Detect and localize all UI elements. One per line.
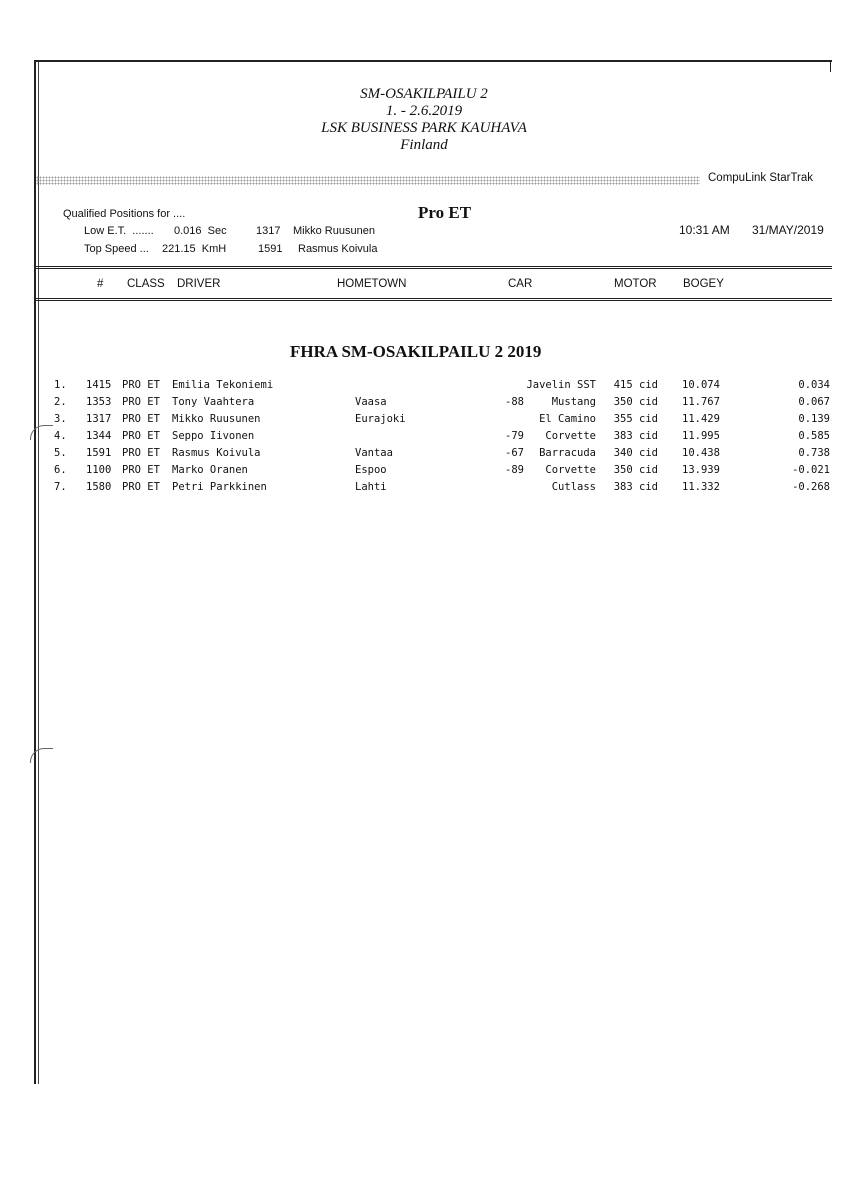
cell-diff: 0.738	[798, 447, 830, 459]
col-bogey: BOGEY	[683, 278, 724, 290]
table-row	[0, 430, 848, 447]
cell-diff: 0.139	[798, 413, 830, 425]
cell-year: -88	[505, 396, 524, 408]
header-rule-top-2	[34, 268, 832, 269]
table-row	[0, 481, 848, 498]
table-row	[0, 396, 848, 413]
cell-driver: Marko Oranen	[172, 464, 248, 476]
cell-motor: 383 cid	[613, 481, 658, 493]
cell-bogey: 11.429	[682, 413, 720, 425]
cell-bogey: 10.438	[682, 447, 720, 459]
cell-num: 1344	[86, 430, 112, 442]
report-time: 10:31 AM	[679, 223, 730, 237]
cell-cls: PRO ET	[122, 396, 160, 408]
cell-driver: Rasmus Koivula	[172, 447, 261, 459]
cell-driver: Seppo Iivonen	[172, 430, 255, 442]
low-et-value: 0.016 Sec	[174, 225, 227, 237]
cell-num: 1580	[86, 481, 112, 493]
top-speed-driver: Rasmus Koivula	[298, 243, 378, 255]
results-title: FHRA SM-OSAKILPAILU 2 2019	[290, 342, 542, 361]
top-speed-label: Top Speed ...	[84, 243, 149, 255]
col-num: #	[97, 278, 104, 290]
cell-pos: 2.	[54, 396, 67, 408]
low-et-num: 1317	[256, 225, 281, 237]
cell-motor: 350 cid	[613, 396, 658, 408]
low-et-driver: Mikko Ruusunen	[293, 225, 375, 237]
cell-bogey: 11.332	[682, 481, 720, 493]
frame-right-tick	[830, 60, 831, 72]
cell-year: -89	[505, 464, 524, 476]
table-row	[0, 413, 848, 430]
event-dates: 1. - 2.6.2019	[385, 103, 463, 119]
col-driver: DRIVER	[177, 278, 221, 290]
cell-hometown: Lahti	[355, 481, 387, 493]
event-country: Finland	[400, 137, 448, 153]
cell-driver: Tony Vaahtera	[172, 396, 255, 408]
cell-bogey: 11.767	[682, 396, 720, 408]
cell-year: -79	[505, 430, 524, 442]
cell-car: Mustang	[551, 396, 596, 408]
cell-motor: 415 cid	[613, 379, 658, 391]
frame-left-line	[34, 62, 36, 1084]
cell-diff: 0.585	[798, 430, 830, 442]
cell-num: 1100	[86, 464, 112, 476]
low-et-label: Low E.T. .......	[84, 225, 154, 237]
top-speed-num: 1591	[258, 243, 283, 255]
cell-diff: -0.021	[792, 464, 830, 476]
cell-bogey: 11.995	[682, 430, 720, 442]
cell-year: -67	[505, 447, 524, 459]
cell-motor: 340 cid	[613, 447, 658, 459]
cell-hometown: Vantaa	[355, 447, 393, 459]
report-date: 31/MAY/2019	[752, 223, 824, 237]
cell-pos: 4.	[54, 430, 67, 442]
class-title: Pro ET	[418, 203, 472, 222]
header-rule-top	[34, 266, 832, 267]
table-row	[0, 464, 848, 481]
cell-car: Corvette	[545, 464, 596, 476]
cell-diff: 0.034	[798, 379, 830, 391]
cell-pos: 5.	[54, 447, 67, 459]
col-class: CLASS	[127, 278, 165, 290]
cell-hometown: Eurajoki	[355, 413, 406, 425]
cell-pos: 1.	[54, 379, 67, 391]
cell-pos: 3.	[54, 413, 67, 425]
dotted-separator	[36, 176, 700, 185]
cell-pos: 7.	[54, 481, 67, 493]
cell-car: Barracuda	[539, 447, 596, 459]
cell-cls: PRO ET	[122, 430, 160, 442]
col-motor: MOTOR	[614, 278, 657, 290]
frame-left-line-inner	[38, 62, 39, 1084]
brand-label: CompuLink StarTrak	[708, 172, 814, 184]
cell-cls: PRO ET	[122, 379, 160, 391]
event-name: SM-OSAKILPAILU 2	[360, 86, 488, 102]
cell-car: Cutlass	[551, 481, 596, 493]
table-row	[0, 379, 848, 396]
cell-hometown: Vaasa	[355, 396, 387, 408]
cell-num: 1317	[86, 413, 112, 425]
col-car: CAR	[508, 278, 533, 290]
cell-car: Corvette	[545, 430, 596, 442]
cell-bogey: 10.074	[682, 379, 720, 391]
cell-driver: Petri Parkkinen	[172, 481, 267, 493]
cell-car: El Camino	[539, 413, 596, 425]
cell-cls: PRO ET	[122, 447, 160, 459]
cell-num: 1353	[86, 396, 112, 408]
cell-hometown: Espoo	[355, 464, 387, 476]
qualified-label: Qualified Positions for ....	[63, 208, 186, 220]
top-speed-value: 221.15 KmH	[162, 243, 227, 255]
cell-cls: PRO ET	[122, 413, 160, 425]
event-venue: LSK BUSINESS PARK KAUHAVA	[321, 120, 527, 136]
cell-driver: Emilia Tekoniemi	[172, 379, 274, 391]
cell-motor: 355 cid	[613, 413, 658, 425]
cell-cls: PRO ET	[122, 464, 160, 476]
cell-pos: 6.	[54, 464, 67, 476]
cell-num: 1591	[86, 447, 112, 459]
cell-num: 1415	[86, 379, 112, 391]
header-rule-bottom	[34, 298, 832, 299]
cell-diff: -0.268	[792, 481, 830, 493]
cell-motor: 383 cid	[613, 430, 658, 442]
cell-motor: 350 cid	[613, 464, 658, 476]
header-rule-bottom-2	[34, 300, 832, 301]
cell-cls: PRO ET	[122, 481, 160, 493]
cell-bogey: 13.939	[682, 464, 720, 476]
cell-diff: 0.067	[798, 396, 830, 408]
table-row	[0, 447, 848, 464]
col-hometown: HOMETOWN	[337, 278, 407, 290]
cell-car: Javelin SST	[526, 379, 596, 391]
cell-driver: Mikko Ruusunen	[172, 413, 261, 425]
frame-top-line	[34, 60, 832, 62]
